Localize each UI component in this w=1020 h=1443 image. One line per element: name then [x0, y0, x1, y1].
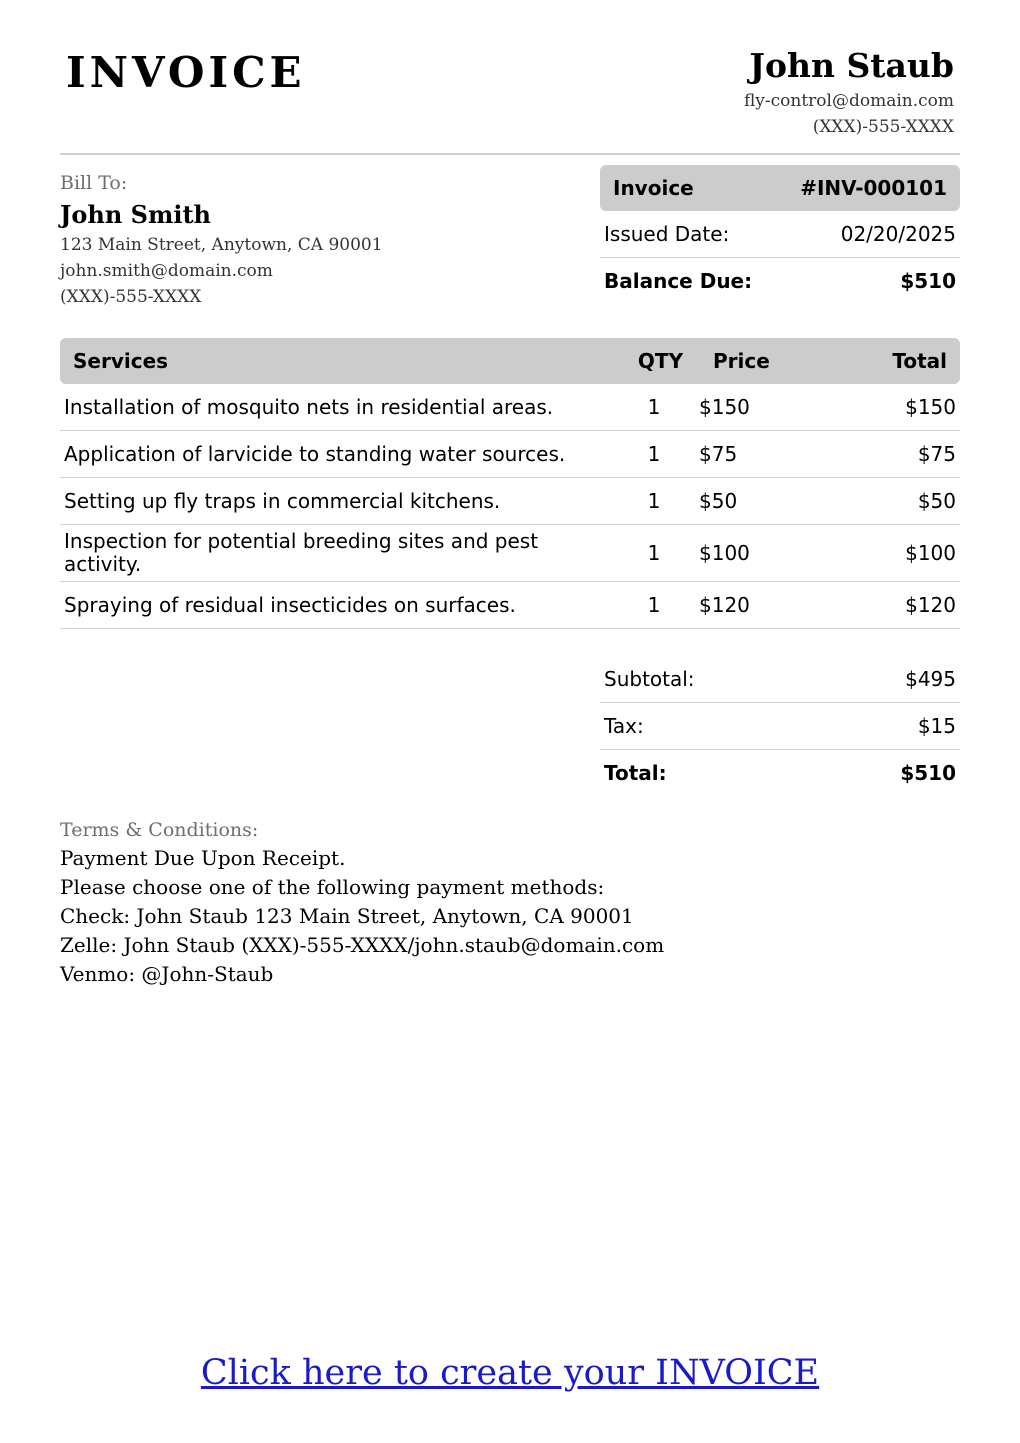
- column-header-services: Services: [73, 348, 169, 373]
- services-table-header: [60, 338, 960, 384]
- service-qty: 1: [647, 489, 661, 513]
- issued-date-label: Issued Date:: [604, 222, 730, 246]
- table-row: [60, 525, 960, 582]
- service-total: $75: [917, 442, 956, 466]
- services-table: [60, 338, 960, 629]
- terms-label: Terms & Conditions:: [60, 819, 259, 841]
- terms-line: Check: John Staub 123 Main Street, Anytown, CA 90001: [60, 904, 634, 928]
- service-total: $120: [905, 593, 956, 617]
- total-value: $510: [900, 761, 956, 785]
- service-total: $50: [917, 489, 956, 513]
- invoice-number: #INV-000101: [800, 176, 947, 200]
- issued-date-row: [600, 211, 960, 258]
- terms-block: [60, 816, 960, 989]
- bill-to-block: [60, 170, 580, 310]
- service-price: $50: [699, 489, 738, 513]
- service-description: Spraying of residual insecticides on surfaces.: [64, 592, 516, 617]
- service-qty: 1: [647, 541, 661, 565]
- balance-due-row: [600, 258, 960, 304]
- service-price: $150: [699, 395, 750, 419]
- subtotal-label: Subtotal:: [604, 667, 695, 691]
- tax-label: Tax:: [604, 714, 644, 738]
- tax-value: $15: [917, 714, 956, 738]
- company-block: [744, 44, 954, 140]
- table-row: [60, 431, 960, 478]
- invoice-meta: [600, 165, 960, 304]
- terms-line: Zelle: John Staub (XXX)-555-XXXX/john.staub@domain.com: [60, 933, 665, 957]
- column-header-total: Total: [892, 349, 947, 373]
- service-qty: 1: [647, 442, 661, 466]
- header-divider: [60, 153, 960, 155]
- company-phone: (XXX)-555-XXXX: [812, 117, 954, 137]
- totals-block: [600, 656, 960, 796]
- terms-line: Venmo: @John-Staub: [60, 962, 274, 986]
- service-price: $120: [699, 593, 750, 617]
- service-price: $100: [699, 541, 750, 565]
- bill-to-label: Bill To:: [60, 172, 128, 194]
- client-address: 123 Main Street, Anytown, CA 90001: [60, 235, 383, 255]
- document-title: INVOICE: [66, 48, 306, 97]
- client-name: John Smith: [60, 200, 211, 229]
- subtotal-row: [600, 656, 960, 703]
- balance-due-label: Balance Due:: [604, 269, 753, 293]
- service-description: Inspection for potential breeding sites and pest activity.: [64, 529, 539, 576]
- table-row: [60, 384, 960, 431]
- service-description: Application of larvicide to standing water sources.: [64, 441, 566, 466]
- table-row: [60, 582, 960, 629]
- service-total: $100: [905, 541, 956, 565]
- service-qty: 1: [647, 395, 661, 419]
- column-header-price: Price: [713, 349, 770, 373]
- total-row: [600, 750, 960, 796]
- terms-line: Payment Due Upon Receipt.: [60, 846, 346, 870]
- invoice-page: [60, 0, 960, 1443]
- company-email: fly-control@domain.com: [743, 91, 954, 111]
- invoice-label: Invoice: [613, 176, 694, 200]
- total-label: Total:: [604, 761, 667, 785]
- service-price: $75: [699, 442, 738, 466]
- column-header-qty: QTY: [637, 349, 684, 373]
- create-invoice-link[interactable]: Click here to create your INVOICE: [200, 1353, 820, 1393]
- balance-due-value: $510: [900, 269, 956, 293]
- client-phone: (XXX)-555-XXXX: [60, 287, 202, 307]
- issued-date-value: 02/20/2025: [840, 222, 956, 246]
- company-name: John Staub: [749, 46, 954, 85]
- table-row: [60, 478, 960, 525]
- terms-line: Please choose one of the following payment methods:: [60, 875, 605, 899]
- subtotal-value: $495: [905, 667, 956, 691]
- client-email: john.smith@domain.com: [60, 261, 273, 281]
- service-qty: 1: [647, 593, 661, 617]
- invoice-meta-header: [600, 165, 960, 211]
- service-description: Setting up fly traps in commercial kitchens.: [64, 488, 501, 513]
- service-description: Installation of mosquito nets in residential areas.: [64, 394, 554, 419]
- service-total: $150: [905, 395, 956, 419]
- tax-row: [600, 703, 960, 750]
